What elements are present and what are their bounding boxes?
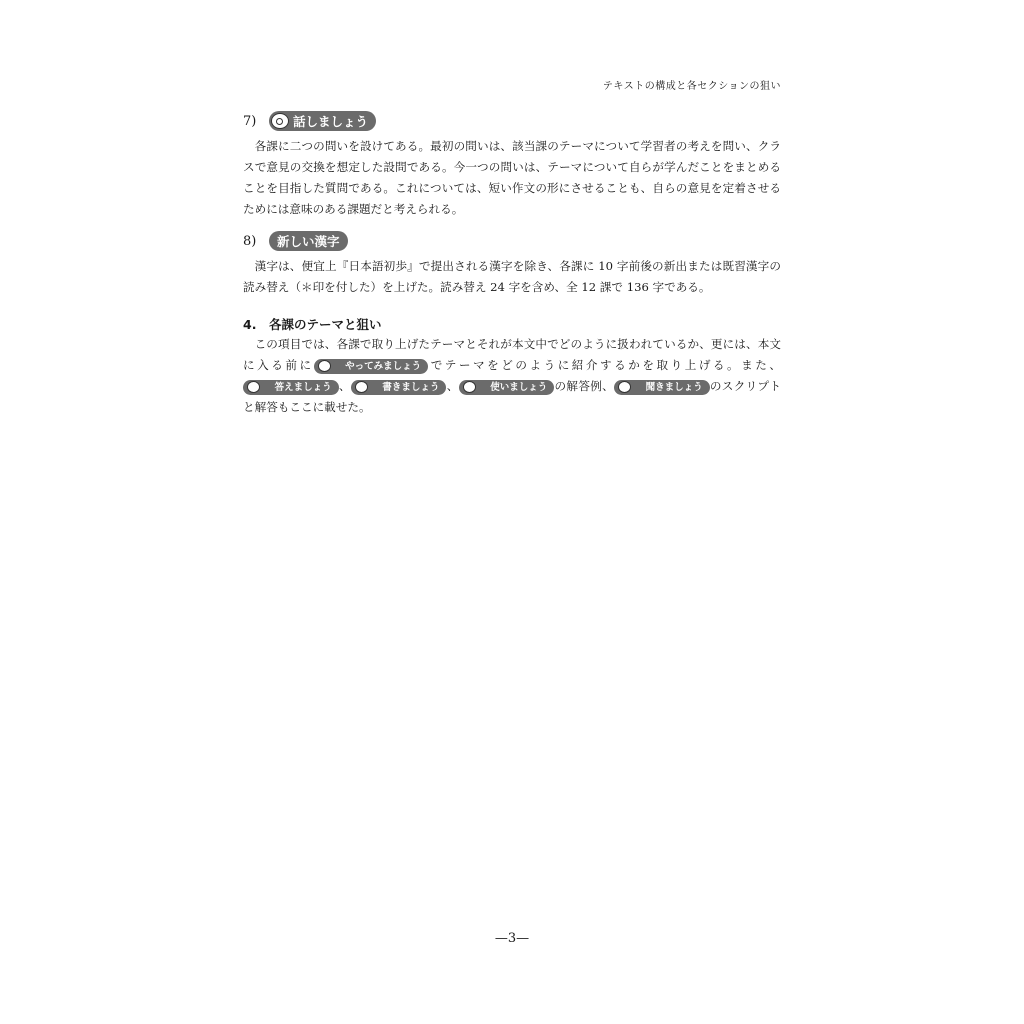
- item-8-heading: [243, 228, 781, 254]
- running-head: テキストの構成と各セクションの狙い: [602, 81, 781, 92]
- section-4-title-text: 各課のテーマと狙い: [269, 317, 382, 332]
- section-4-number: 4.: [243, 317, 257, 332]
- section-4-text-4: のスクリプトと解答もここに載せた。: [243, 379, 781, 414]
- item-8-body: 漢字は、便宜上『日本語初歩』で提出される漢字を除き、各課に 10 字前後の新出または既習漢字の読み替え（＊印を付した）を上げた。読み替え 24 字を含め、全 12 課で 136 字である。: [243, 259, 781, 294]
- item-7-number: 7): [243, 113, 257, 129]
- section-4-body: [243, 334, 781, 418]
- write-badge: [351, 380, 447, 395]
- pencil-icon: [355, 381, 368, 393]
- listen-badge: [614, 380, 710, 395]
- item-8-number: 8): [243, 233, 257, 249]
- separator-1: 、: [338, 379, 351, 393]
- answer-badge: [243, 380, 339, 395]
- lightbulb-icon: [463, 381, 476, 393]
- new-kanji-badge-label: 新しい漢字: [277, 234, 340, 249]
- try-badge: [314, 359, 429, 374]
- item-7-heading: [243, 108, 781, 134]
- section-4-title: [243, 316, 781, 334]
- try-badge-label: やってみましょう: [345, 360, 422, 372]
- use-badge-label: 使いましょう: [490, 381, 548, 393]
- main-content: [243, 108, 781, 418]
- section-4-text-2: でテーマをどのように紹介するかを取り上げる。また、: [428, 358, 781, 372]
- item-7-body: 各課に二つの問いを設けてある。最初の問いは、該当課のテーマについて学習者の考えを問い、クラスで意見の交換を想定した設問である。今一つの問いは、テーマについて自らが学んだことをまとめることを目指した質問である。これについては、短い作文の形にさせることも、自らの意見を定着させるためには意味のある課題だと考えられる。: [243, 139, 781, 216]
- talk-badge-label: 話しましょう: [293, 114, 369, 129]
- ear-icon: [618, 381, 631, 393]
- speech-bubble-icon: [271, 113, 289, 129]
- section-4-text-3: の解答例、: [554, 379, 614, 393]
- listen-badge-label: 聞きましょう: [645, 381, 703, 393]
- check-icon: [247, 381, 260, 393]
- new-kanji-badge: [269, 231, 348, 251]
- section-4-text-1: この項目では、各課で取り上げたテーマとそれが本文中でどのように扱われているか、更には、本文に入る前に: [243, 337, 781, 372]
- answer-badge-label: 答えましょう: [274, 381, 332, 393]
- page-number: —3—: [494, 931, 530, 946]
- talk-badge: [269, 111, 376, 131]
- face-icon: [318, 360, 331, 372]
- write-badge-label: 書きましょう: [382, 381, 440, 393]
- separator-2: 、: [446, 379, 459, 393]
- use-badge: [459, 380, 555, 395]
